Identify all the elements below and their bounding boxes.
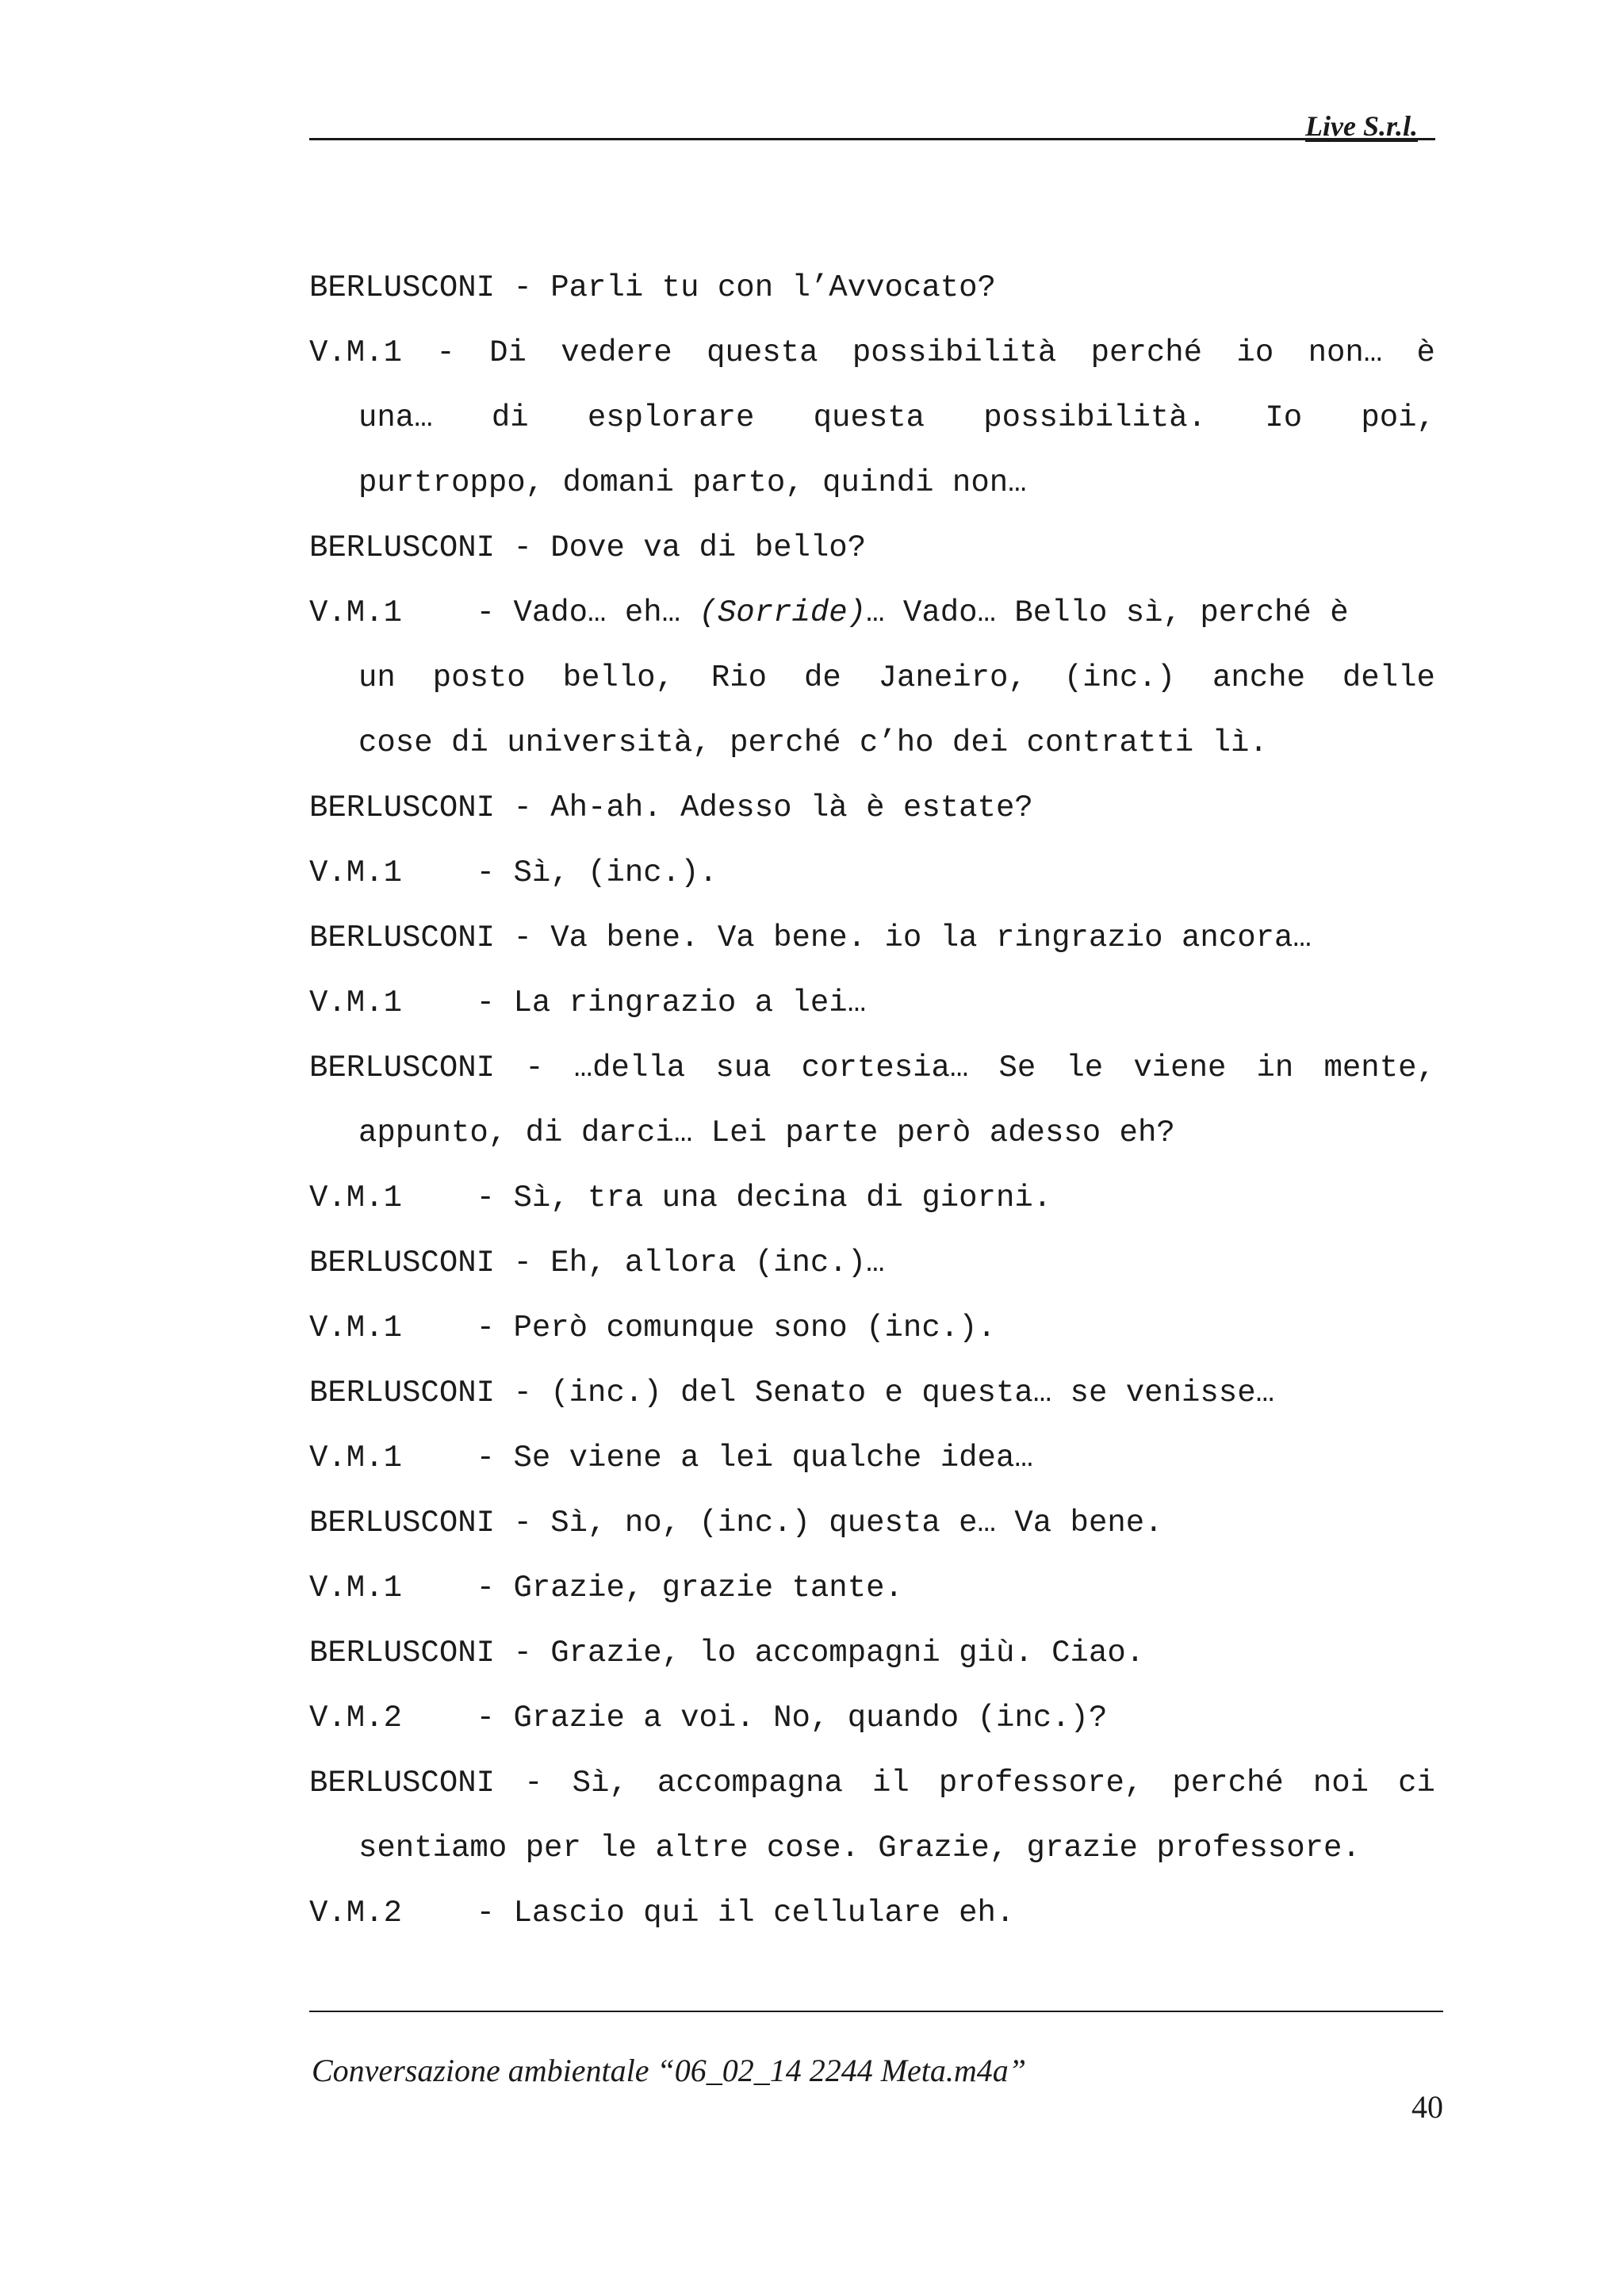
word: sua xyxy=(715,1050,772,1085)
word: esplorare xyxy=(587,400,755,435)
dialogue-line xyxy=(309,1686,1435,1751)
word: il xyxy=(871,1766,910,1800)
word: noi xyxy=(1312,1766,1369,1800)
word: Io xyxy=(1265,400,1303,435)
word: perché xyxy=(1172,1766,1284,1800)
line-text: V.M.1 - Sì, (inc.). xyxy=(309,855,718,890)
line-text: V.M.2 - Lascio qui il cellulare eh. xyxy=(309,1896,1015,1931)
line-text: V.M.1 - Se viene a lei qualche idea… xyxy=(309,1441,1033,1475)
word: V.M.1 xyxy=(309,335,403,370)
word: - xyxy=(436,335,455,370)
word: possibilità xyxy=(852,335,1057,370)
continuation-line xyxy=(309,1100,1435,1165)
footer-rule xyxy=(309,2011,1443,2012)
line-text: V.M.1 - Sì, tra una decina di giorni. xyxy=(309,1181,1052,1215)
word: perché xyxy=(1090,335,1203,370)
dialogue-line xyxy=(309,255,1435,320)
line-text: BERLUSCONI - Ah-ah. Adesso là è estate? xyxy=(309,790,1033,825)
word: (inc.) xyxy=(1063,660,1176,695)
line-text: V.M.1 - Però comunque sono (inc.). xyxy=(309,1311,996,1345)
word: Sì, xyxy=(572,1766,628,1800)
speaker-turn xyxy=(309,1360,1435,1425)
line-text: BERLUSCONI - Dove va di bello? xyxy=(309,530,867,565)
speaker-turn xyxy=(309,515,1435,580)
dialogue-line xyxy=(309,1490,1435,1556)
word: cortesia… xyxy=(801,1050,969,1085)
speaker-turn xyxy=(309,1425,1435,1490)
word: Di xyxy=(489,335,527,370)
word: BERLUSCONI xyxy=(309,1050,496,1085)
speaker-turn xyxy=(309,1035,1435,1165)
speaker-turn xyxy=(309,1556,1435,1621)
page-number: 40 xyxy=(1411,2089,1443,2125)
dialogue-line xyxy=(309,1621,1435,1686)
line-text: V.M.2 - Grazie a voi. No, quando (inc.)? xyxy=(309,1701,1108,1735)
word: questa xyxy=(813,400,925,435)
word: anche xyxy=(1212,660,1306,695)
word: mente, xyxy=(1323,1050,1435,1085)
word: questa xyxy=(707,335,818,370)
dialogue-line xyxy=(309,970,1435,1035)
word: poi, xyxy=(1361,400,1435,435)
dialogue-line xyxy=(309,905,1435,970)
speaker-turn xyxy=(309,1295,1435,1360)
speaker-turn xyxy=(309,580,1435,775)
dialogue-line xyxy=(309,1035,1435,1100)
word: di xyxy=(491,400,529,435)
word: delle xyxy=(1342,660,1435,695)
word: professore, xyxy=(938,1766,1143,1800)
header-rule xyxy=(309,138,1435,140)
speaker-turn xyxy=(309,1686,1435,1751)
continuation-line xyxy=(309,450,1435,515)
line-text: V.M.1 - Vado… eh… xyxy=(309,595,699,630)
dialogue-line xyxy=(309,775,1435,840)
word: …della xyxy=(573,1050,686,1085)
speaker-turn xyxy=(309,1621,1435,1686)
speaker-turn xyxy=(309,775,1435,840)
dialogue-line xyxy=(309,515,1435,580)
speaker-turn xyxy=(309,1881,1435,1946)
line-text-after: … Vado… Bello sì, perché è xyxy=(866,595,1349,630)
word: vedere xyxy=(561,335,672,370)
speaker-turn xyxy=(309,255,1435,320)
word: - xyxy=(524,1766,543,1800)
line-text: cose di università, perché c’ho dei contratti lì. xyxy=(358,725,1268,760)
line-text: BERLUSCONI - Eh, allora (inc.)… xyxy=(309,1246,885,1280)
word: in xyxy=(1256,1050,1294,1085)
word: - xyxy=(525,1050,544,1085)
word: un xyxy=(358,660,396,695)
word: una… xyxy=(358,400,433,435)
dialogue-line xyxy=(309,320,1435,385)
dialogue-line xyxy=(309,840,1435,905)
word: de xyxy=(803,660,841,695)
header-company: Live S.r.l. xyxy=(1305,110,1418,142)
dialogue-line xyxy=(309,580,1435,645)
line-text: sentiamo per le altre cose. Grazie, grazie professore. xyxy=(358,1831,1361,1866)
line-text: V.M.1 - Grazie, grazie tante. xyxy=(309,1571,903,1605)
footer-caption: Conversazione ambientale “06_02_14 2244 Meta.m4a” xyxy=(312,2053,1027,2088)
dialogue-line xyxy=(309,1360,1435,1425)
line-text: BERLUSCONI - Va bene. Va bene. io la ringrazio ancora… xyxy=(309,920,1312,955)
line-text: BERLUSCONI - Sì, no, (inc.) questa e… Va bene. xyxy=(309,1506,1163,1540)
continuation-line xyxy=(309,645,1435,710)
word: Se xyxy=(998,1050,1036,1085)
word: ci xyxy=(1398,1766,1435,1800)
line-text: BERLUSCONI - Parli tu con l’Avvocato? xyxy=(309,270,996,305)
speaker-turn xyxy=(309,840,1435,905)
transcript-body xyxy=(309,255,1435,1946)
stage-direction: (Sorride) xyxy=(699,595,867,630)
word: bello, xyxy=(562,660,674,695)
dialogue-line xyxy=(309,1295,1435,1360)
line-text: BERLUSCONI - Grazie, lo accompagni giù. Ciao. xyxy=(309,1636,1145,1670)
continuation-line xyxy=(309,385,1435,450)
line-text: appunto, di darci… Lei parte però adesso eh? xyxy=(358,1115,1175,1150)
speaker-turn xyxy=(309,905,1435,970)
speaker-turn xyxy=(309,1751,1435,1881)
word: è xyxy=(1416,335,1435,370)
word: Rio xyxy=(710,660,768,695)
speaker-turn xyxy=(309,320,1435,515)
word: posto xyxy=(432,660,526,695)
speaker-turn xyxy=(309,970,1435,1035)
word: le xyxy=(1066,1050,1104,1085)
speaker-turn xyxy=(309,1165,1435,1230)
line-text: V.M.1 - La ringrazio a lei… xyxy=(309,985,867,1020)
word: viene xyxy=(1133,1050,1227,1085)
dialogue-line xyxy=(309,1751,1435,1816)
dialogue-line xyxy=(309,1881,1435,1946)
dialogue-line xyxy=(309,1556,1435,1621)
line-text: purtroppo, domani parto, quindi non… xyxy=(358,465,1027,500)
word: non… xyxy=(1308,335,1383,370)
continuation-line xyxy=(309,1816,1435,1881)
continuation-line xyxy=(309,710,1435,775)
dialogue-line xyxy=(309,1165,1435,1230)
word: io xyxy=(1236,335,1274,370)
word: Janeiro, xyxy=(878,660,1027,695)
speaker-turn xyxy=(309,1490,1435,1556)
dialogue-line xyxy=(309,1425,1435,1490)
speaker-turn xyxy=(309,1230,1435,1295)
word: accompagna xyxy=(657,1766,843,1800)
line-text: BERLUSCONI - (inc.) del Senato e questa… se venisse… xyxy=(309,1376,1274,1410)
word: BERLUSCONI xyxy=(309,1766,496,1800)
dialogue-line xyxy=(309,1230,1435,1295)
word: possibilità. xyxy=(983,400,1207,435)
